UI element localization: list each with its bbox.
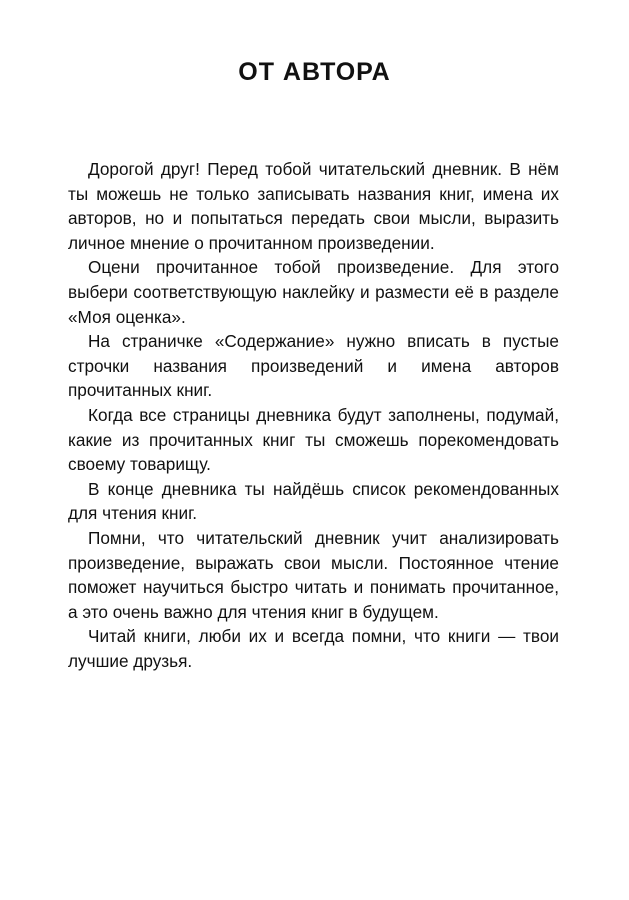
paragraph: Когда все страницы дневника будут заполнены, подумай, какие из прочитанных книг ты сможешь порекомендовать своему товарищу. (68, 404, 559, 475)
paragraph: Оцени прочитанное тобой произведение. Для этого выбери соответствующую наклейку и размести её в разделе «Моя оценка». (68, 257, 559, 327)
paragraph: Помни, что читательский дневник учит анализировать произведение, выражать свои мысли. Постоянное чтение поможет научиться быстро читать и понимать прочитанное, а это очень важно для чтения книг в будущем. (68, 527, 559, 622)
paragraph: Дорогой друг! Перед тобой читательский дневник. В нём ты можешь не только записывать названия книг, имена их авторов, но и попытаться передать свои мысли, выразить личное мнение о прочитанном произведении. (68, 159, 559, 253)
paragraph: Читай книги, люби их и всегда помни, что книги — твои лучшие друзья. (68, 626, 559, 671)
paragraph: В конце дневника ты найдёшь список рекомендованных для чтения книг. (68, 478, 559, 524)
page-title: ОТ АВТОРА (238, 58, 391, 86)
body-text (68, 157, 559, 673)
paragraph: На страничке «Содержание» нужно вписать в пустые строчки названия произведений и имена авторов прочитанных книг. (68, 331, 559, 401)
